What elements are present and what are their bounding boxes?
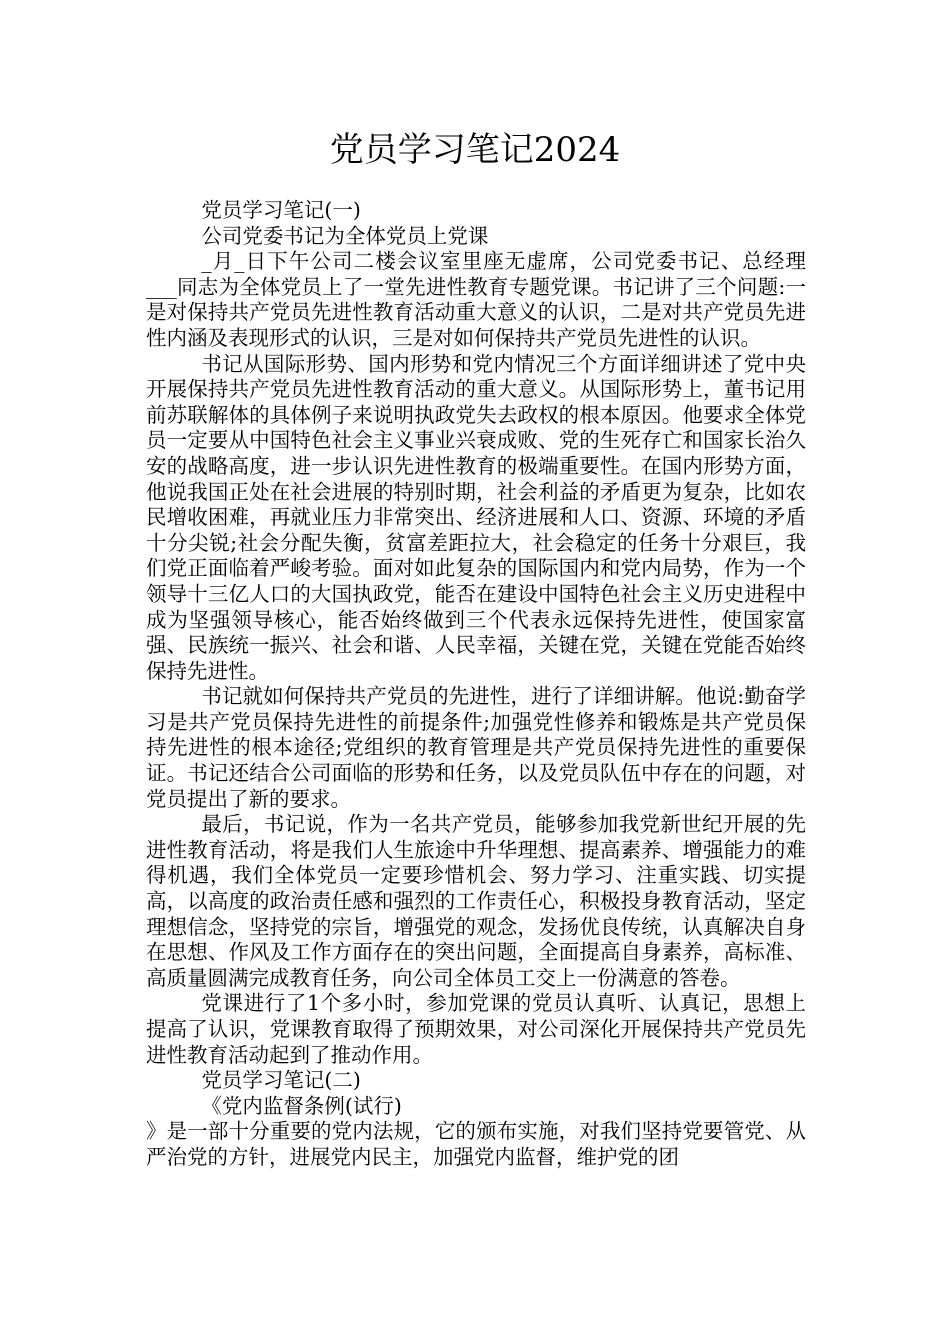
paragraph: 》是一部十分重要的党内法规，它的颁布实施，对我们坚持党要管党、从严治党的方针，进展党内民主，加强党内监督，维护党的团 xyxy=(146,1119,806,1169)
paragraph: 最后，书记说，作为一名共产党员，能够参加我党新世纪开展的先进性教育活动，将是我们人生旅途中升华理想、提高素养、增强能力的难得机遇，我们全体党员一定要珍惜机会、努力学习、注重实践、切实提高，以高度的政治责任感和强烈的工作责任心，积极投身教育活动，坚定理想信念，坚持党的宗旨，增强党的观念，发扬优良传统，认真解决自身在思想、作风及工作方面存在的突出问题，全面提高自身素养，高标准、高质量圆满完成教育任务，向公司全体员工交上一份满意的答卷。 xyxy=(146,812,806,990)
document-body xyxy=(146,198,806,1171)
paragraph: 党课进行了1个多小时，参加党课的党员认真听、认真记，思想上提高了认识，党课教育取得了预期效果，对公司深化开展保持共产党员先进性教育活动起到了推动作用。 xyxy=(146,991,806,1067)
paragraph: 书记从国际形势、国内形势和党内情况三个方面详细讲述了党中央开展保持共产党员先进性教育活动的重大意义。从国际形势上，董书记用前苏联解体的具体例子来说明执政党失去政权的根本原因。他要求全体党员一定要从中国特色社会主义事业兴衰成败、党的生死存亡和国家长治久安的战略高度，进一步认识先进性教育的极端重要性。在国内形势方面，他说我国正处在社会进展的特别时期，社会利益的矛盾更为复杂，比如农民增收困难，再就业压力非常突出、经济进展和人口、资源、环境的矛盾十分尖锐;社会分配失衡，贫富差距拉大，社会稳定的任务十分艰巨，我们党正面临着严峻考验。面对如此复杂的国际国内和党内局势，作为一个领导十三亿人口的大国执政党，能否在建设中国特色社会主义历史进程中成为坚强领导核心，能否始终做到三个代表永远保持先进性，使国家富强、民族统一振兴、社会和谐、人民幸福，关键在党，关键在党能否始终保持先进性。 xyxy=(146,351,806,683)
section-heading: 党员学习笔记(一) xyxy=(201,198,361,222)
paragraph: _月_日下午公司二楼会议室里座无虚席，公司党委书记、总经理___同志为全体党员上了一堂先进性教育专题党课。书记讲了三个问题:一是对保持共产党员先进性教育活动重大意义的认识，二是对共产党员先进性内涵及表现形式的认识，三是对如何保持共产党员先进性的认识。 xyxy=(146,249,806,350)
paragraph: 书记就如何保持共产党员的先进性，进行了详细讲解。他说:勤奋学习是共产党员保持先进性的前提条件;加强党性修养和锻炼是共产党员保持先进性的根本途径;党组织的教育管理是共产党员保持先进性的重要保证。书记还结合公司面临的形势和任务，以及党员队伍中存在的问题，对党员提出了新的要求。 xyxy=(146,684,806,811)
document-title: 党员学习笔记2024 xyxy=(329,130,621,170)
section-heading: 党员学习笔记(二) xyxy=(201,1068,361,1093)
subsection-heading: 《党内监督条例(试行) xyxy=(201,1093,402,1118)
subsection-heading: 公司党委书记为全体党员上党课 xyxy=(201,223,489,248)
